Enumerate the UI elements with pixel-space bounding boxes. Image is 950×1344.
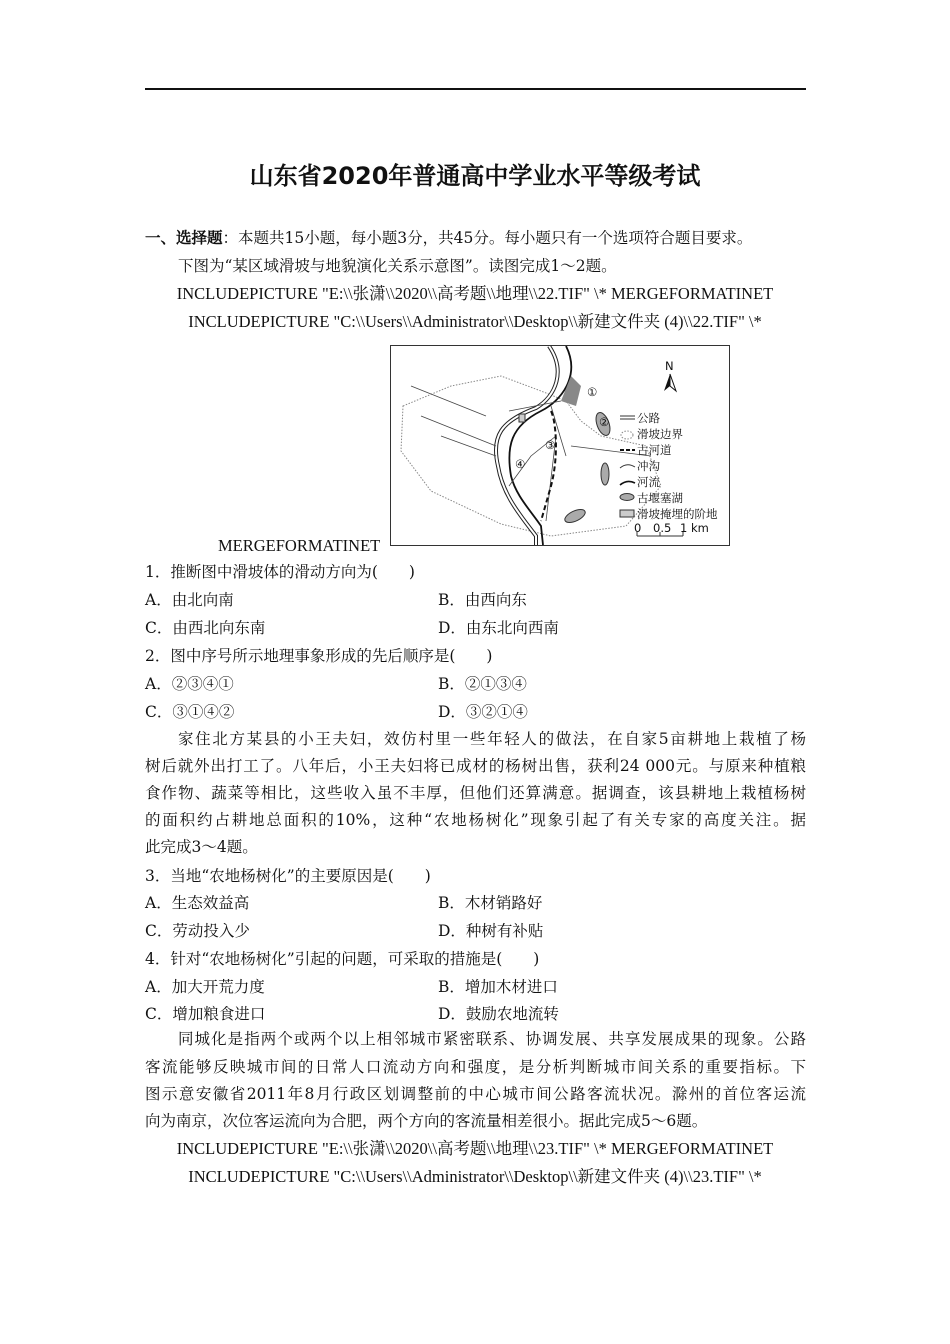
- passage-3-line: 客流能够反映城市间的日常人口流动方向和强度，是分析判断城市间关系的重要指标。下: [145, 1058, 806, 1076]
- question-4-option-d[interactable]: D．鼓励农地流转: [438, 1005, 559, 1023]
- question-4-option-b[interactable]: B．增加木材进口: [438, 978, 558, 996]
- question-4-option-c[interactable]: C．增加粮食进口: [145, 1005, 266, 1023]
- include-field-2: INCLUDEPICTURE "C:\\Users\\Administrator\\Desktop\\新建文件夹 (4)\\22.TIF" \*: [188, 312, 762, 331]
- section-heading: [145, 228, 752, 248]
- svg-text:古堰塞湖: 古堰塞湖: [637, 491, 683, 505]
- question-2-option-a[interactable]: A．②③④①: [145, 675, 234, 693]
- include-field-3: MERGEFORMATINET: [218, 536, 381, 555]
- passage-3-line: 向为南京，次位客运流向为合肥，两个方向的客流量相差很小。据此完成5～6题。: [145, 1112, 708, 1130]
- header-rule: [145, 88, 806, 90]
- svg-text:冲沟: 冲沟: [637, 459, 660, 473]
- question-1-option-a[interactable]: A．由北向南: [145, 591, 234, 609]
- passage-3-line: 同城化是指两个或两个以上相邻城市紧密联系、协调发展、共享发展成果的现象。公路: [178, 1030, 806, 1048]
- question-3-option-d[interactable]: D．种树有补贴: [438, 922, 544, 940]
- question-3-option-a[interactable]: A．生态效益高: [145, 894, 250, 912]
- question-3-option-b[interactable]: B．木材销路好: [438, 894, 543, 912]
- svg-text:0: 0: [634, 521, 642, 535]
- svg-text:滑坡掩埋的阶地: 滑坡掩埋的阶地: [637, 507, 718, 521]
- svg-text:古河道: 古河道: [637, 443, 672, 457]
- question-4-option-a[interactable]: A．加大开荒力度: [145, 978, 265, 996]
- svg-text:河流: 河流: [637, 475, 660, 489]
- landslide-map-figure: [390, 345, 730, 546]
- question-1-option-c[interactable]: C．由西北向东南: [145, 619, 266, 637]
- include-field-5: INCLUDEPICTURE "C:\\Users\\Administrator\\Desktop\\新建文件夹 (4)\\23.TIF" \*: [188, 1167, 762, 1186]
- passage-2-line: 此完成3～4题。: [145, 838, 258, 856]
- question-3-stem: 3．当地“农地杨树化”的主要原因是( ): [145, 867, 431, 885]
- section-text: ：本题共15小题，每小题3分，共45分。每小题只有一个选项符合题目要求。: [222, 229, 753, 247]
- question-2-option-d[interactable]: D．③②①④: [438, 703, 528, 721]
- intro-text: 下图为“某区域滑坡与地貌演化关系示意图”。读图完成1～2题。: [178, 257, 617, 275]
- question-4-stem: 4．针对“农地杨树化”引起的问题，可采取的措施是( ): [145, 950, 540, 968]
- question-1-stem: 1．推断图中滑坡体的滑动方向为( ): [145, 563, 415, 581]
- include-field-4: INCLUDEPICTURE "E:\\张潇\\2020\\高考题\\地理\\23.TIF" \* MERGEFORMATINET: [176, 1139, 774, 1158]
- svg-text:公路: 公路: [637, 411, 660, 425]
- north-arrow-icon: [664, 374, 670, 391]
- marker-2: ②: [599, 415, 610, 429]
- svg-text:0.5: 0.5: [653, 521, 672, 535]
- question-2-option-c[interactable]: C．③①④②: [145, 703, 235, 721]
- include-field-1: INCLUDEPICTURE "E:\\张潇\\2020\\高考题\\地理\\22.TIF" \* MERGEFORMATINET: [176, 284, 774, 303]
- marker-4: ④: [515, 457, 526, 471]
- passage-2-line: 食作物、蔬菜等相比，这些收入虽不丰厚，但他们还算满意。据调查，该县耕地上栽植杨树: [145, 784, 806, 802]
- question-1-option-b[interactable]: B．由西向东: [438, 591, 527, 609]
- map-legend: [620, 411, 718, 536]
- svg-text:滑坡边界: 滑坡边界: [637, 427, 683, 441]
- question-2-option-b[interactable]: B．②①③④: [438, 675, 527, 693]
- question-3-option-c[interactable]: C．劳动投入少: [145, 922, 250, 940]
- passage-2-line: 家住北方某县的小王夫妇，效仿村里一些年轻人的做法，在自家5亩耕地上栽植了杨: [178, 730, 806, 748]
- passage-3-line: 图示意安徽省2011年8月行政区划调整前的中心城市间公路客流状况。滁州的首位客运流: [145, 1085, 806, 1103]
- passage-2-line: 树后就外出打工了。八年后，小王夫妇将已成材的杨树出售，获利24 000元。与原来种植粮: [145, 757, 806, 775]
- marker-1: ①: [587, 385, 598, 399]
- marker-3: ③: [545, 438, 556, 452]
- north-label: N: [665, 359, 674, 373]
- question-2-stem: 2．图中序号所示地理事象形成的先后顺序是( ): [145, 647, 493, 665]
- question-1-option-d[interactable]: D．由东北向西南: [438, 619, 559, 637]
- passage-2-line: 的面积约占耕地总面积的10%，这种“农地杨树化”现象引起了有关专家的高度关注。据: [145, 811, 806, 829]
- svg-text:1 km: 1 km: [680, 521, 709, 535]
- section-label: 一、选择题: [145, 229, 223, 247]
- page-title: 山东省2020年普通高中学业水平等级考试: [249, 162, 701, 190]
